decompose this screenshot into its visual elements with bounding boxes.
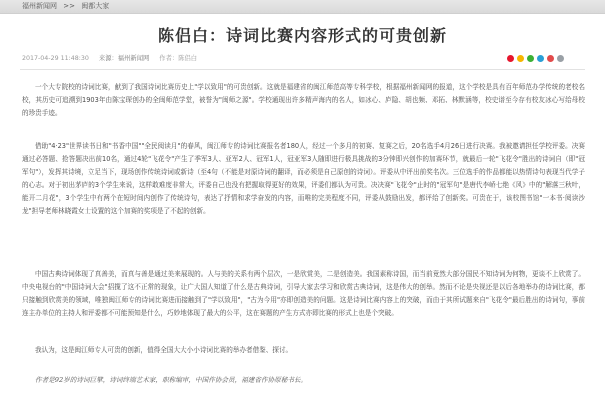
article-paragraph: 借助"4·23"世界读书日和"书香中国""全民阅读月"的春风，闽江师专的诗词比赛报名者180人，经过一个多月的初赛、复赛之后，20名选手4月26日进行决赛。我被邀请担任学校评委。决赛通过必答题、抢答题决出前10名，通过4轮"飞花令"产生了季军3人、亚军2人、冠军1人，冠亚军3人随即进行极具挑战的3分钟即兴创作的加赛环节，就最后一轮"飞花令"胜出的诗词自（即"冠军句"），发挥其诗境，立足当下，现场创作传统诗词或新诗（至4句（不能是对原诗词的翻译，而必须是自己原创的诗词）。评委从中评出前奖名次。三位选手的作品都能以热情诗句表现当代学子的心志。对于初出茅庐的3个学生来说，这样敢难度非常大，评委自己也没有把握取得更好的效果，评委们都认为可贵。决决赛"飞花令"止时的"冠军句"是唐代李峤七绝《风》中的"解落三秋叶，能开二月花"，3个学生中有两个在短时间内创作了传统诗句，表达了抒情和求学奋发的内容，而唯的完美程度不同，评委从鼓励出发，都评给了创新奖。可贵在于，该校图书馆"一本书·阅读沙龙"担导老师林晓霞女士设置的这个加赛的奖项是了不起的创新。 <box>22 142 585 215</box>
article-meta <box>22 53 582 65</box>
article-paragraph: 中国古典诗词体现了真善美，而真与善是通过美来展现的。人与美的关系有两个层次，一是欣赏美，二是创造美。我国素称诗国，而当前竟然大部分国民不知诗词为何物，更谈不上欣赏了。中央电视台的"中国诗词大会"招揽了这不正常的现象，让广大国人知道了什么是古典诗词，引导大家去学习和欣赏古典诗词，这是伟大的创举。然而不论是央视还是以后各地举办的诗词比赛，都只接触到欣赏美的领域，唯独闽江师专的诗词比赛进而接触到了"学以致用"，"古为今用"亦即创造美的问题。这是诗词比赛内容上的突破，而由于其所试题来自"飞花令"最后胜出的诗词句，事前连主办单位的主持人和评委都不可能预知是什么，巧妙地体现了最大的公平，这在赛题的产生方式亦即比赛的形式上也是个突破。 <box>22 270 585 317</box>
article-title: 陈侣白：诗词比赛内容形式的可贵创新 <box>157 26 447 45</box>
share-more-icon[interactable] <box>557 55 564 62</box>
share-qzone-icon[interactable] <box>517 55 524 62</box>
breadcrumb-section-link[interactable]: 闽都大家 <box>81 2 110 10</box>
article-source: 来源：福州新闻网 <box>98 55 150 62</box>
article-paragraph: 一个大专院校的诗词比赛，献到了我国诗词比赛历史上"学以致用"的可贵创新。这就是福建省的闽江师范高等专科学校，根据福州新闻网的报道，这个学校是具有百年师范办学传统的老校名校，其历史可追溯到1903年由陈宝琛创办的全闽师范学堂，被誉为"闽师之源"。学校通现出许多精声海内的名人，如冰心、庐隐、胡也频、邓拓、林默涵等，校史谱至今存有校友冰心写给母校的珍贵手迹。 <box>22 83 585 117</box>
article-paragraph: 我认为，这是闽江师专人可贵的创新，值得全国大大小小诗词比赛的举办者借鉴、探讨。 <box>35 346 293 354</box>
share-weibo-icon[interactable] <box>507 55 514 62</box>
top-nav-bar <box>0 0 605 14</box>
share-tqq-icon[interactable] <box>537 55 544 62</box>
breadcrumb <box>22 0 113 13</box>
share-wechat-icon[interactable] <box>527 55 534 62</box>
author-note: 作者是92岁的诗词巨擘，诗词终端艺术家，职称编审，中国作协会员，福建省作协原秘书长。 <box>35 376 308 384</box>
share-renren-icon[interactable] <box>547 55 554 62</box>
meta-divider <box>20 69 585 70</box>
breadcrumb-separator: >> <box>63 2 75 10</box>
article-author: 作者：陈侣白 <box>159 55 198 62</box>
breadcrumb-site-link[interactable]: 福州新闻网 <box>22 2 57 10</box>
share-bar <box>507 55 564 62</box>
publish-date: 2017-04-29 11:48:30 <box>22 55 89 62</box>
